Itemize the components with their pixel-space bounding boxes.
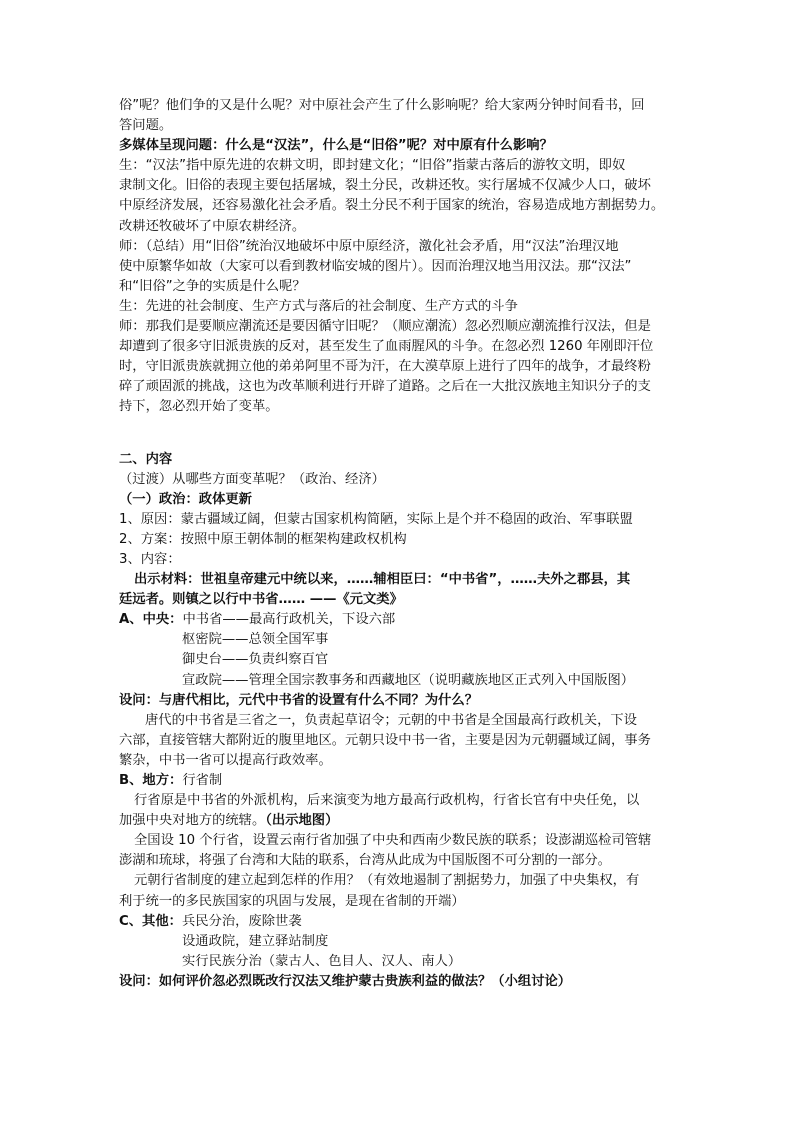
local-text: 行省制 <box>182 773 223 788</box>
student-answer-line: 生：“汉法”指中原先进的农耕文明，即封建文化；“旧俗”指蒙古落后的游牧文明，即奴 <box>119 158 626 174</box>
blank-spacer <box>119 418 679 450</box>
question-heading: 多媒体呈现问题：什么是“汉法”，什么是“旧俗”呢？对中原有什么影响？ <box>119 138 553 154</box>
other-item: 兵民分治，废除世袭 <box>181 913 302 929</box>
teacher-line: 碎了顽固派的挑战，这也为改革顺利进行开辟了道路。之后在一大批汉族地主知识分子的支 <box>119 379 651 395</box>
local-paragraph-line <box>119 811 679 831</box>
student-answer-line: 生：先进的社会制度、生产方式与落后的社会制度、生产方式的斗争 <box>119 298 518 314</box>
central-item: 中书省——最高行政机关，下设六部 <box>182 612 396 628</box>
other-item: 实行民族分治（蒙古人、色目人、汉人、南人） <box>182 953 462 969</box>
other-line <box>119 912 679 932</box>
text-line: 俗”呢？他们争的又是什么呢？对中原社会产生了什么影响呢？给大家两分钟时间看书，回 <box>119 98 645 113</box>
local-paragraph-line: 全国设 10 个行省，设置云南行省加强了中央和西南少数民族的联系；设澎湖巡检司管辖 <box>134 833 652 849</box>
transition-line: （过渡）从哪些方面变革呢？（政治、经济） <box>119 471 385 487</box>
document-page <box>119 96 679 992</box>
student-answer-line: 中原经济发展，还容易激化社会矛盾。裂土分民不利于国家的统治，容易造成地方割据势力。 <box>119 198 665 214</box>
question-heading: 设问：与唐代相比，元代中书省的设置有什么不同？为什么？ <box>119 692 479 708</box>
teacher-line: 和“旧俗”之争的实质是什么呢？ <box>119 278 306 294</box>
text-line: 答问题。 <box>119 118 173 134</box>
section-title: 二、内容 <box>119 451 173 467</box>
list-item: 1、原因：蒙古疆域辽阔，但蒙古国家机构简陋，实际上是个并不稳固的政治、军事联盟 <box>119 511 633 527</box>
material-line: 出示材料：世祖皇帝建元中统以来，……辅相臣曰：“中书省”，……夫外之郡县，其 <box>134 572 631 588</box>
local-line <box>119 771 679 791</box>
local-paragraph-line: 利于统一的多民族国家的巩固与发展，是现在省制的开端） <box>119 893 465 909</box>
list-item: 3、内容： <box>119 551 181 567</box>
other-heading: C、其他： <box>119 913 182 929</box>
question-heading: 设问：如何评价忽必烈既改行汉法又维护蒙古贵族利益的做法？（小组讨论） <box>119 973 572 989</box>
answer-line: 繁杂，中书一省可以提高行政效率。 <box>119 752 332 768</box>
show-map-note: （出示地图） <box>265 813 339 829</box>
central-item: 御史台——负责纠察百官 <box>182 652 329 668</box>
teacher-line: 使中原繁华如故（大家可以看到教材临安城的图片）。因而治理汉地当用汉法。那“汉法” <box>119 258 632 274</box>
central-heading: A、中央： <box>119 612 183 628</box>
local-paragraph-line: 元朝行省制度的建立起到怎样的作用？（有效地遏制了割据势力，加强了中央集权，有 <box>134 873 640 889</box>
local-paragraph-line: 澎湖和琉球，将强了台湾和大陆的联系，台湾从此成为中国版图不可分割的一部分。 <box>119 853 611 869</box>
answer-line: 六部，直接管辖大都附近的腹里地区。元朝只设中书一省，主要是因为元朝疆域辽阔，事务 <box>119 732 651 748</box>
central-item: 枢密院——总领全国军事 <box>182 632 329 648</box>
central-line <box>119 610 679 630</box>
list-item: 2、方案：按照中原王朝体制的框架构建政权机构 <box>119 531 407 547</box>
student-answer-line: 隶制文化。旧俗的表现主要包括屠城，裂土分民，改耕还牧。实行屠城不仅减少人口，破坏 <box>119 178 651 194</box>
teacher-line: 却遭到了很多守旧派贵族的反对，甚至发生了血雨腥风的斗争。在忽必烈 1260 年刚即汗位 <box>119 339 654 355</box>
local-heading: B、地方： <box>119 773 183 788</box>
subsection-title: （一）政治：政体更新 <box>119 491 252 507</box>
student-answer-line: 改耕还牧破坏了中原农耕经济。 <box>119 218 306 234</box>
local-paragraph-line: 行省原是中书省的外派机构，后来演变为地方最高行政机构，行省长官有中央任免，以 <box>134 793 640 809</box>
teacher-line: 师：（总结）用“旧俗”统治汉地破坏中原中原经济，激化社会矛盾，用“汉法”治理汉地 <box>119 238 619 254</box>
material-line: 廷远者。则镇之以行中书省…… ——《元文类》 <box>119 592 403 608</box>
teacher-line: 师：那我们是要顺应潮流还是要因循守旧呢？（顺应潮流）忽必烈顺应潮流推行汉法，但是 <box>119 319 651 335</box>
teacher-line: 持下，忽必烈开始了变革。 <box>119 399 279 415</box>
other-item: 设通政院，建立驿站制度 <box>182 933 329 949</box>
local-text: 加强中央对地方的统辖。 <box>119 813 266 829</box>
answer-line: 唐代的中书省是三省之一，负责起草诏令；元朝的中书省是全国最高行政机关，下设 <box>145 712 637 728</box>
central-item: 宣政院——管理全国宗教事务和西藏地区（说明藏族地区正式列入中国版图） <box>182 672 635 688</box>
teacher-line: 时，守旧派贵族就拥立他的弟弟阿里不哥为汗，在大漠草原上进行了四年的战争，才最终粉 <box>119 359 651 375</box>
